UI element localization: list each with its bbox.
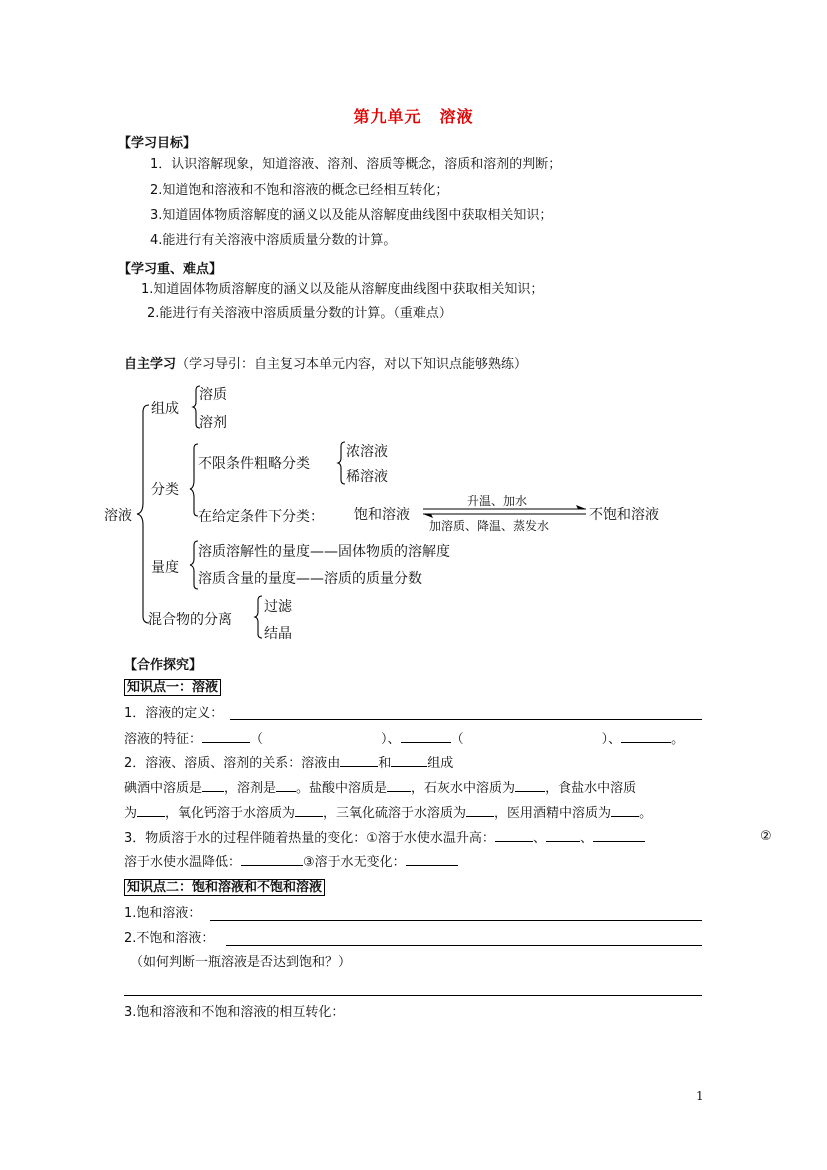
composition-item: 溶质 bbox=[199, 387, 227, 403]
q2-text: ，溶剂是 bbox=[224, 781, 277, 796]
measure-label: 量度 bbox=[151, 560, 179, 576]
q2-text: 2．溶液、溶质、溶剂的关系：溶液由 bbox=[124, 756, 341, 771]
q2-blank[interactable] bbox=[387, 778, 411, 792]
paren-open: （ bbox=[450, 732, 464, 747]
q2-text: 组成 bbox=[427, 756, 454, 771]
measure-brace bbox=[190, 541, 198, 589]
q2-blank[interactable] bbox=[137, 803, 165, 817]
rough-item: 稀溶液 bbox=[346, 469, 388, 485]
unsaturated-definition-blank[interactable] bbox=[226, 945, 702, 946]
kp1-heading-wrap bbox=[124, 679, 221, 697]
q2-text: ，医用酒精中溶质为 bbox=[494, 806, 612, 821]
q2-text: ，三氧化硫溶于水溶质为 bbox=[323, 806, 467, 821]
q2-text: 。盐酸中溶质是 bbox=[296, 781, 388, 796]
kp2-q3-label: 3.饱和溶液和不饱和溶液的相互转化： bbox=[124, 1005, 345, 1020]
feature-blank[interactable] bbox=[621, 729, 671, 743]
solution-concept-diagram bbox=[100, 378, 700, 648]
keypoint-item: 2.能进行有关溶液中溶质质量分数的计算。（重难点） bbox=[147, 306, 452, 321]
kp1-q1-label: 1．溶液的定义： bbox=[124, 706, 224, 721]
goal-item: 4.能进行有关溶液中溶质质量分数的计算。 bbox=[150, 233, 397, 248]
page-title bbox=[0, 104, 827, 127]
separator: 、 bbox=[532, 831, 546, 846]
goals-heading: 【学习目标】 bbox=[118, 136, 197, 151]
kp1-q2-line3 bbox=[124, 803, 652, 823]
q2-text: 和 bbox=[378, 756, 392, 771]
q2-text: 为 bbox=[124, 806, 138, 821]
saturated-label: 饱和溶液 bbox=[354, 507, 410, 523]
keypoints-heading: 【学习重、难点】 bbox=[118, 262, 223, 277]
paren-close: ） bbox=[381, 732, 388, 747]
rough-brace bbox=[338, 442, 345, 484]
given-classify-label: 在给定条件下分类： bbox=[198, 509, 324, 525]
arrow-right-head bbox=[576, 505, 586, 509]
q2-text: ，氧化钙溶于水溶质为 bbox=[165, 806, 296, 821]
kp1-feature-line bbox=[124, 729, 684, 749]
page-number: 1 bbox=[696, 1089, 704, 1103]
goal-item: 3.知道固体物质溶解度的涵义以及能从溶解度曲线图中获取相关知识； bbox=[150, 208, 553, 223]
q3-blank[interactable] bbox=[495, 828, 533, 842]
kp1-q3-line2 bbox=[124, 852, 458, 872]
saturation-answer-blank[interactable] bbox=[124, 995, 702, 996]
q3-text: 溶于水使水温降低： bbox=[124, 855, 242, 870]
title-unit: 第九单元 bbox=[353, 107, 422, 126]
kp2-hint: （如何判断一瓶溶液是否达到饱和？） bbox=[130, 955, 352, 970]
q2-text: 。 bbox=[639, 806, 653, 821]
q3-blank[interactable] bbox=[593, 828, 645, 842]
q2-blank[interactable] bbox=[391, 753, 427, 767]
q3-blank[interactable] bbox=[406, 852, 458, 866]
q3-text: ③溶于水无变化： bbox=[303, 855, 406, 870]
coop-heading: 【合作探究】 bbox=[124, 658, 203, 673]
arrow-top-condition: 升温、加水 bbox=[467, 494, 528, 508]
q2-text: 碘酒中溶质是 bbox=[124, 781, 203, 796]
kp2-heading-wrap bbox=[124, 879, 325, 897]
self-study-line bbox=[124, 356, 527, 374]
keypoint-item: 1.知道固体物质溶解度的涵义以及能从溶解度曲线图中获取相关知识； bbox=[141, 282, 544, 297]
self-study-note: （学习导引：自主复习本单元内容，对以下知识点能够熟练） bbox=[176, 357, 528, 372]
kp1-q2-line bbox=[124, 753, 453, 773]
rough-item: 浓溶液 bbox=[346, 444, 388, 460]
feature-blank[interactable] bbox=[202, 729, 250, 743]
q3-circle-two: ② bbox=[760, 829, 772, 844]
kp1-q3-line bbox=[124, 828, 645, 848]
measure-item: 溶质含量的量度——溶质的质量分数 bbox=[198, 571, 422, 587]
goal-item: 2.知道饱和溶液和不饱和溶液的概念已经相互转化； bbox=[150, 183, 449, 198]
classify-brace bbox=[190, 444, 198, 516]
kp2-q1-label: 1.饱和溶液： bbox=[124, 906, 202, 921]
q2-text: ，石灰水中溶质为 bbox=[411, 781, 516, 796]
q2-blank[interactable] bbox=[515, 778, 545, 792]
separation-brace bbox=[255, 596, 262, 638]
q2-blank[interactable] bbox=[202, 778, 224, 792]
q3-blank[interactable] bbox=[241, 852, 303, 866]
separation-item: 过滤 bbox=[264, 599, 292, 615]
composition-item: 溶剂 bbox=[199, 415, 227, 431]
classify-label: 分类 bbox=[151, 482, 179, 498]
title-topic: 溶液 bbox=[439, 107, 474, 126]
arrow-bottom-condition: 加溶质、降温、蒸发水 bbox=[429, 519, 550, 533]
q2-blank[interactable] bbox=[466, 803, 494, 817]
kp1-definition-blank[interactable] bbox=[230, 719, 702, 720]
separator: 、 bbox=[579, 831, 593, 846]
goal-item: 1．认识溶解现象，知道溶液、溶剂、溶质等概念，溶质和溶剂的判断； bbox=[150, 157, 562, 172]
paren-open: （ bbox=[250, 732, 264, 747]
kp1-q2-line2 bbox=[124, 778, 636, 798]
feature-label: 溶液的特征： bbox=[124, 732, 203, 747]
q2-text: ，食盐水中溶质 bbox=[545, 781, 637, 796]
q2-blank[interactable] bbox=[276, 778, 296, 792]
self-study-label: 自主学习 bbox=[124, 357, 177, 372]
unsaturated-label: 不饱和溶液 bbox=[589, 507, 659, 523]
measure-item: 溶质溶解性的量度——固体物质的溶解度 bbox=[198, 544, 450, 560]
separator: 、 bbox=[387, 732, 401, 747]
root-brace bbox=[137, 405, 149, 623]
kp2-heading: 知识点二：饱和溶液和不饱和溶液 bbox=[124, 879, 325, 896]
q2-blank[interactable] bbox=[340, 753, 378, 767]
q2-blank[interactable] bbox=[611, 803, 639, 817]
rough-classify-label: 不限条件粗略分类 bbox=[198, 456, 310, 472]
q3-text: 3．物质溶于水的过程伴随着热量的变化：①溶于水使水温升高： bbox=[124, 831, 495, 846]
kp1-heading: 知识点一：溶液 bbox=[124, 679, 221, 696]
feature-blank[interactable] bbox=[401, 729, 451, 743]
q3-blank[interactable] bbox=[546, 828, 580, 842]
root-label: 溶液 bbox=[104, 508, 132, 524]
composition-label: 组成 bbox=[151, 401, 179, 417]
paren-close: ） bbox=[601, 732, 609, 747]
arrow-left-head bbox=[423, 514, 433, 518]
q2-blank[interactable] bbox=[295, 803, 323, 817]
separation-label: 混合物的分离 bbox=[148, 612, 232, 628]
saturated-definition-blank[interactable] bbox=[210, 920, 702, 921]
kp2-q2-label: 2.不饱和溶液： bbox=[124, 931, 215, 946]
separation-item: 结晶 bbox=[264, 626, 292, 642]
period: 。 bbox=[671, 732, 685, 747]
separator: 、 bbox=[608, 732, 622, 747]
